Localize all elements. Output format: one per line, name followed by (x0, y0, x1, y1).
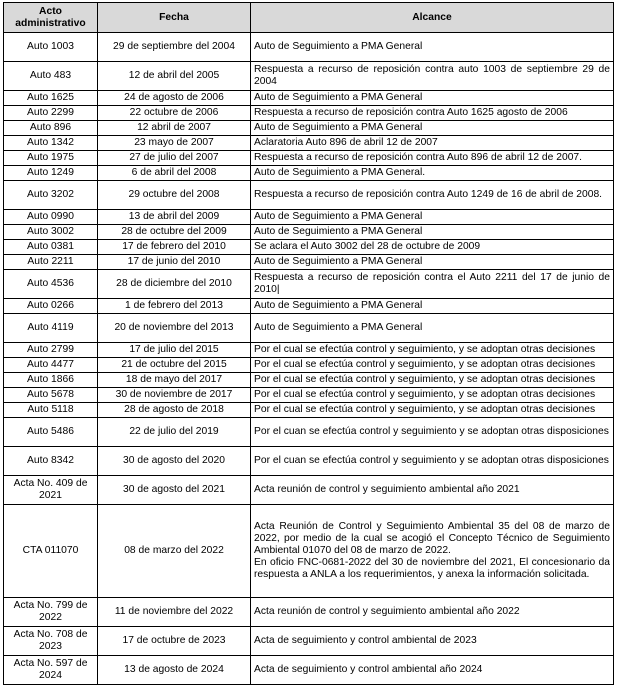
cell-fecha: 28 de diciembre del 2010 (98, 270, 251, 299)
cell-alcance: Auto de Seguimiento a PMA General (251, 210, 614, 225)
cell-acto: Auto 1975 (4, 151, 98, 166)
cell-alcance: Auto de Seguimiento a PMA General (251, 299, 614, 314)
cell-acto: Acta No. 597 de 2024 (4, 656, 98, 685)
cell-alcance: Respuesta a recurso de reposición contra Auto 896 de abril 12 de 2007. (251, 151, 614, 166)
cell-fecha: 12 abril de 2007 (98, 121, 251, 136)
table-row (4, 598, 614, 627)
cell-acto: Auto 4477 (4, 358, 98, 373)
cell-fecha: 08 de marzo del 2022 (98, 505, 251, 598)
table-row (4, 255, 614, 270)
cell-fecha: 20 de noviembre del 2013 (98, 314, 251, 343)
cell-acto: CTA 011070 (4, 505, 98, 598)
cell-acto: Auto 5118 (4, 403, 98, 418)
cell-acto: Acta No. 708 de 2023 (4, 627, 98, 656)
table-row (4, 447, 614, 476)
cell-acto: Acta No. 409 de 2021 (4, 476, 98, 505)
cell-fecha: 18 de mayo del 2017 (98, 373, 251, 388)
cell-fecha: 28 de octubre del 2009 (98, 225, 251, 240)
cell-acto: Acta No. 799 de 2022 (4, 598, 98, 627)
header-row (4, 3, 614, 33)
cell-fecha: 30 de noviembre de 2017 (98, 388, 251, 403)
cell-fecha: 11 de noviembre del 2022 (98, 598, 251, 627)
cell-alcance: Respuesta a recurso de reposición contra auto 1003 de septiembre 29 de 2004 (251, 62, 614, 91)
table-row (4, 505, 614, 598)
cell-alcance: Por el cuan se efectúa control y seguimiento y se adoptan otras disposiciones (251, 418, 614, 447)
table-row (4, 476, 614, 505)
table-row (4, 373, 614, 388)
table-row (4, 358, 614, 373)
cell-fecha: 29 octubre del 2008 (98, 181, 251, 210)
cell-alcance: Aclaratoria Auto 896 de abril 12 de 2007 (251, 136, 614, 151)
cell-fecha: 22 octubre de 2006 (98, 106, 251, 121)
table-row (4, 91, 614, 106)
cell-fecha: 1 de febrero del 2013 (98, 299, 251, 314)
cell-fecha: 27 de julio del 2007 (98, 151, 251, 166)
cell-alcance: Acta reunión de control y seguimiento ambiental año 2021 (251, 476, 614, 505)
cell-fecha: 13 de abril del 2009 (98, 210, 251, 225)
cell-fecha: 29 de septiembre del 2004 (98, 33, 251, 62)
cell-fecha: 17 de febrero del 2010 (98, 240, 251, 255)
cell-alcance: Acta de seguimiento y control ambiental de 2023 (251, 627, 614, 656)
cell-alcance: Se aclara el Auto 3002 del 28 de octubre de 2009 (251, 240, 614, 255)
cell-acto: Auto 0990 (4, 210, 98, 225)
cell-alcance: Auto de Seguimiento a PMA General (251, 225, 614, 240)
cell-fecha: 13 de agosto de 2024 (98, 656, 251, 685)
cell-acto: Auto 8342 (4, 447, 98, 476)
table-row (4, 299, 614, 314)
table-row (4, 403, 614, 418)
table-row (4, 33, 614, 62)
cell-fecha: 23 mayo de 2007 (98, 136, 251, 151)
cell-alcance: Respuesta a recurso de reposición contra el Auto 2211 del 17 de junio de 2010| (251, 270, 614, 299)
cell-acto: Auto 0381 (4, 240, 98, 255)
cell-alcance: Auto de Seguimiento a PMA General. (251, 166, 614, 181)
cell-alcance: Acta de seguimiento y control ambiental año 2024 (251, 656, 614, 685)
cell-alcance: Por el cual se efectúa control y seguimiento, y se adoptan otras decisiones (251, 373, 614, 388)
cell-alcance: Por el cual se efectúa control y seguimiento, y se adoptan otras decisiones (251, 358, 614, 373)
table-row (4, 151, 614, 166)
cell-acto: Auto 5486 (4, 418, 98, 447)
table-row (4, 656, 614, 685)
cell-fecha: 17 de julio del 2015 (98, 343, 251, 358)
actos-table (3, 2, 614, 685)
cell-fecha: 6 de abril del 2008 (98, 166, 251, 181)
table-row (4, 62, 614, 91)
cell-acto: Auto 483 (4, 62, 98, 91)
table-row (4, 270, 614, 299)
table-row (4, 136, 614, 151)
cell-acto: Auto 2299 (4, 106, 98, 121)
cell-alcance: Por el cual se efectúa control y seguimiento, y se adoptan otras decisiones (251, 343, 614, 358)
cell-fecha: 30 de agosto del 2020 (98, 447, 251, 476)
cell-acto: Auto 0266 (4, 299, 98, 314)
cell-acto: Auto 5678 (4, 388, 98, 403)
table-row (4, 388, 614, 403)
cell-acto: Auto 896 (4, 121, 98, 136)
table-row (4, 627, 614, 656)
cell-fecha: 30 de agosto del 2021 (98, 476, 251, 505)
cell-fecha: 17 de junio del 2010 (98, 255, 251, 270)
cell-acto: Auto 4536 (4, 270, 98, 299)
table-row (4, 210, 614, 225)
table-row (4, 240, 614, 255)
table-row (4, 181, 614, 210)
cell-acto: Auto 1342 (4, 136, 98, 151)
table-row (4, 166, 614, 181)
header-fecha: Fecha (98, 3, 251, 33)
table-row (4, 418, 614, 447)
header-alcance: Alcance (251, 3, 614, 33)
cell-alcance: Por el cual se efectúa control y seguimiento, y se adoptan otras decisiones (251, 403, 614, 418)
cell-acto: Auto 1625 (4, 91, 98, 106)
cell-acto: Auto 4119 (4, 314, 98, 343)
header-acto: Acto administrativo (4, 3, 98, 33)
cell-fecha: 28 de agosto de 2018 (98, 403, 251, 418)
cell-alcance: Respuesta a recurso de reposición contra Auto 1625 agosto de 2006 (251, 106, 614, 121)
cell-fecha: 21 de octubre del 2015 (98, 358, 251, 373)
table-row (4, 106, 614, 121)
cell-fecha: 17 de octubre de 2023 (98, 627, 251, 656)
table-row (4, 121, 614, 136)
cell-alcance: Por el cuan se efectúa control y seguimiento y se adoptan otras disposiciones (251, 447, 614, 476)
cell-alcance: Auto de Seguimiento a PMA General (251, 91, 614, 106)
cell-acto: Auto 1249 (4, 166, 98, 181)
cell-acto: Auto 2799 (4, 343, 98, 358)
cell-acto: Auto 1003 (4, 33, 98, 62)
cell-acto: Auto 3202 (4, 181, 98, 210)
cell-acto: Auto 2211 (4, 255, 98, 270)
cell-alcance: Auto de Seguimiento a PMA General (251, 255, 614, 270)
cell-alcance: Por el cual se efectúa control y seguimiento, y se adoptan otras decisiones (251, 388, 614, 403)
cell-alcance: Acta reunión de control y seguimiento ambiental año 2022 (251, 598, 614, 627)
table-row (4, 343, 614, 358)
cell-fecha: 24 de agosto de 2006 (98, 91, 251, 106)
cell-fecha: 22 de julio del 2019 (98, 418, 251, 447)
cell-alcance: Auto de Seguimiento a PMA General (251, 33, 614, 62)
cell-alcance: Auto de Seguimiento a PMA General (251, 314, 614, 343)
table-row (4, 225, 614, 240)
cell-alcance: Acta Reunión de Control y Seguimiento Ambiental 35 del 08 de marzo de 2022, por medio de la cual se acogió el Concepto Técnico de Seguimiento Ambiental 01070 del 08 de marzo de 2022. En oficio FNC-0681-2022 del 30 de noviembre del 2021, El concesionario da respuesta a ANLA a los requerimientos, y anexa la información solicitada. (251, 505, 614, 598)
cell-alcance: Respuesta a recurso de reposición contra Auto 1249 de 16 de abril de 2008. (251, 181, 614, 210)
cell-acto: Auto 1866 (4, 373, 98, 388)
cell-fecha: 12 de abril del 2005 (98, 62, 251, 91)
table-row (4, 314, 614, 343)
cell-alcance: Auto de Seguimiento a PMA General (251, 121, 614, 136)
cell-acto: Auto 3002 (4, 225, 98, 240)
